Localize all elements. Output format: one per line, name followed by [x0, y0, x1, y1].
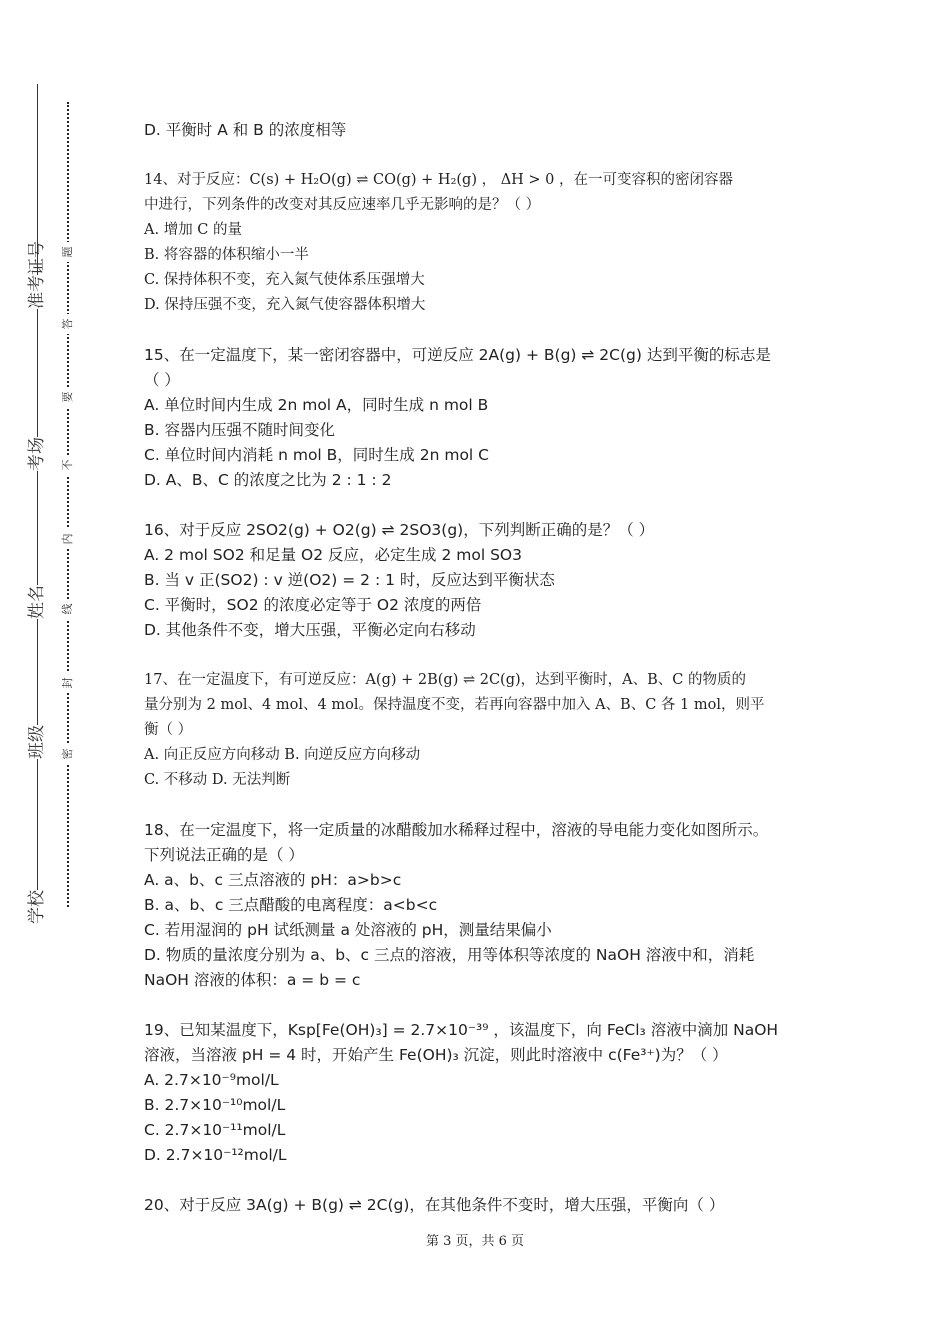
- seal-char: 密: [58, 744, 78, 764]
- q18-option-c: C. 若用湿润的 pH 试纸测量 a 处溶液的 pH，测量结果偏小: [144, 921, 552, 939]
- q16-option-d: D. 其他条件不变，增大压强，平衡必定向右移动: [144, 621, 476, 639]
- q15-stem: （ ）: [144, 371, 180, 389]
- seal-char: 封: [58, 673, 78, 693]
- q14-option-c: C. 保持体积不变，充入氮气使体系压强增大: [144, 272, 425, 288]
- question-15: [144, 343, 814, 493]
- seal-char: 题: [58, 242, 78, 262]
- seal-char: 要: [58, 387, 78, 407]
- q15-option-d: D. A、B、C 的浓度之比为 2 : 1 : 2: [144, 471, 392, 489]
- q18-stem: 18、在一定温度下，将一定质量的冰醋酸加水稀释过程中，溶液的导电能力变化如图所示。: [144, 821, 769, 839]
- seal-dotted-line: [67, 102, 69, 907]
- q19-option-c: C. 2.7×10⁻¹¹mol/L: [144, 1121, 286, 1139]
- field-label-class: 班级: [20, 725, 54, 759]
- binding-margin: [0, 0, 100, 1344]
- q17-stem: 衡（ ）: [144, 722, 193, 738]
- q15-stem: 15、在一定温度下，某一密闭容器中，可逆反应 2A(g) + B(g) ⇌ 2C(g) 达到平衡的标志是: [144, 346, 771, 364]
- q13-option-d: D. 平衡时 A 和 B 的浓度相等: [144, 121, 347, 139]
- q19-stem: 19、已知某温度下，Ksp[Fe(OH)₃] = 2.7×10⁻³⁹ ，该温度下，向 FeCl₃ 溶液中滴加 NaOH: [144, 1021, 779, 1039]
- q17-options-cd: C. 不移动 D. 无法判断: [144, 772, 291, 788]
- q20-stem: 20、对于反应 3A(g) + B(g) ⇌ 2C(g)，在其他条件不变时，增大压强，平衡向（ ）: [144, 1196, 725, 1214]
- question-16: [144, 518, 814, 643]
- q18-option-a: A. a、b、c 三点溶液的 pH：a>b>c: [144, 871, 402, 889]
- q15-option-a: A. 单位时间内生成 2n mol A，同时生成 n mol B: [144, 396, 489, 414]
- q15-option-c: C. 单位时间内消耗 n mol B，同时生成 2n mol C: [144, 446, 489, 464]
- field-label-school: 学校: [20, 890, 54, 924]
- field-label-name: 姓名: [20, 585, 54, 619]
- q14-option-d: D. 保持压强不变，充入氮气使容器体积增大: [144, 297, 426, 313]
- q18-stem: 下列说法正确的是（ ）: [144, 846, 304, 864]
- q18-option-d: NaOH 溶液的体积：a = b = c: [144, 971, 361, 989]
- q16-option-c: C. 平衡时，SO2 的浓度必定等于 O2 浓度的两倍: [144, 596, 482, 614]
- q19-option-d: D. 2.7×10⁻¹²mol/L: [144, 1146, 287, 1164]
- q16-option-a: A. 2 mol SO2 和足量 O2 反应，必定生成 2 mol SO3: [144, 546, 522, 564]
- q15-option-b: B. 容器内压强不随时间变化: [144, 421, 335, 439]
- q17-options-ab: A. 向正反应方向移动 B. 向逆反应方向移动: [144, 747, 421, 763]
- field-label-exam-id: 准考证号: [20, 275, 54, 309]
- question-14: [144, 168, 814, 318]
- question-17: [144, 668, 814, 793]
- q18-option-d: D. 物质的量浓度分别为 a、b、c 三点的溶液，用等体积等浓度的 NaOH 溶液中和，消耗: [144, 946, 755, 964]
- seal-char: 线: [58, 599, 78, 619]
- field-label-exam-room: 考场: [20, 437, 54, 471]
- question-20: [144, 1193, 814, 1218]
- q19-option-a: A. 2.7×10⁻⁹mol/L: [144, 1071, 279, 1089]
- q19-option-b: B. 2.7×10⁻¹⁰mol/L: [144, 1096, 286, 1114]
- seal-char: 内: [58, 529, 78, 549]
- q14-option-b: B. 将容器的体积缩小一半: [144, 247, 309, 263]
- exam-content: [144, 118, 814, 1218]
- question-19: [144, 1018, 814, 1168]
- q18-option-b: B. a、b、c 三点醋酸的电离程度：a<b<c: [144, 896, 438, 914]
- page-number: 第 3 页，共 6 页: [425, 1234, 525, 1249]
- q16-stem: 16、对于反应 2SO2(g) + O2(g) ⇌ 2SO3(g)，下列判断正确的是？（ ）: [144, 521, 655, 539]
- q14-stem: 14、对于反应：C(s) + H₂O(g) ⇌ CO(g) + H₂(g) ， ΔH > 0 ，在一可变容积的密闭容器: [144, 172, 734, 188]
- q14-stem: 中进行，下列条件的改变对其反应速率几乎无影响的是？（ ）: [144, 197, 541, 213]
- q14-option-a: A. 增加 C 的量: [144, 222, 243, 238]
- seal-char: 不: [58, 455, 78, 475]
- q19-stem: 溶液，当溶液 pH = 4 时，开始产生 Fe(OH)₃ 沉淀，则此时溶液中 c(Fe³⁺)为？（ ）: [144, 1046, 728, 1064]
- seal-char: 答: [58, 314, 78, 334]
- q16-option-b: B. 当 v 正(SO2) : v 逆(O2) = 2 : 1 时，反应达到平衡状态: [144, 571, 555, 589]
- q17-stem: 量分别为 2 mol、4 mol、4 mol。保持温度不变，若再向容器中加入 A、B、C 各 1 mol，则平: [144, 697, 765, 713]
- question-18: [144, 818, 814, 993]
- q17-stem: 17、在一定温度下，有可逆反应：A(g) + 2B(g) ⇌ 2C(g)，达到平衡时，A、B、C 的物质的: [144, 672, 746, 688]
- fill-in-line: [37, 84, 38, 914]
